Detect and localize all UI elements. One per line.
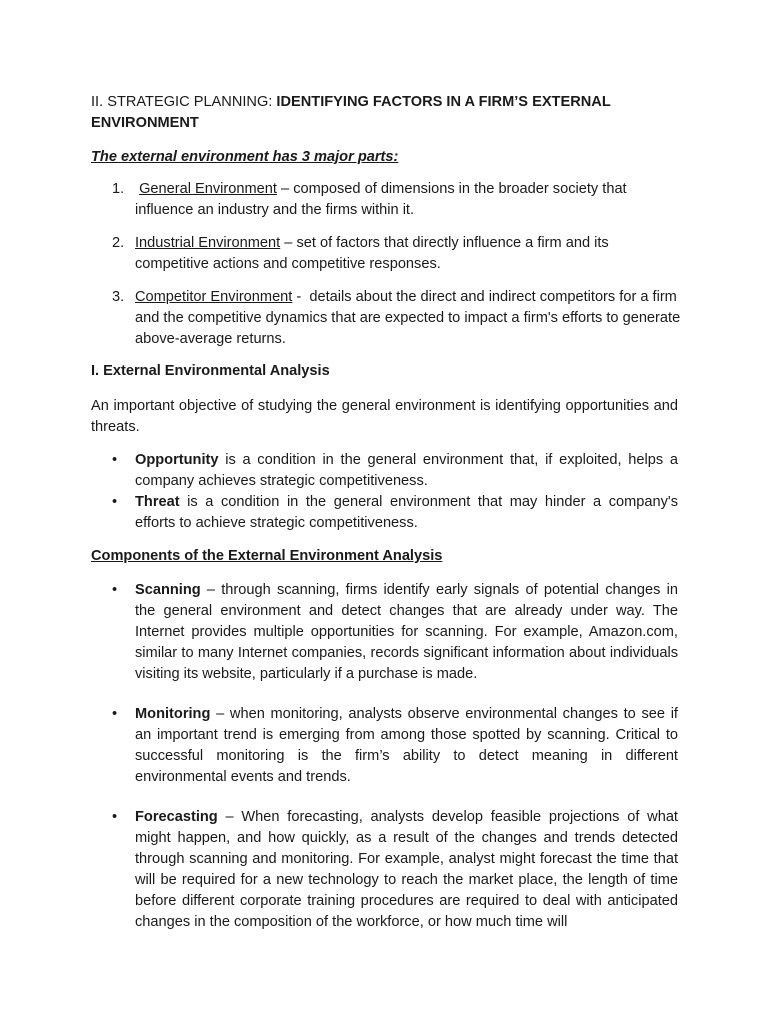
term: Threat — [135, 494, 180, 510]
list-item-body — [135, 287, 681, 350]
bullet-body — [135, 450, 678, 492]
term: Competitor Environment — [135, 289, 293, 305]
bullet-opportunity — [91, 450, 681, 492]
definition: set of factors that directly influence a firm and its competitive actions and competitive responses. — [135, 235, 609, 272]
bullet-scanning — [91, 580, 681, 685]
term: Scanning — [135, 582, 201, 598]
list-item-body — [135, 233, 681, 275]
section-heading-external-analysis: I. External Environmental Analysis — [91, 363, 330, 379]
bullet-icon: • — [112, 582, 118, 598]
bullet-icon: • — [112, 706, 118, 722]
list-number: 1. — [112, 181, 125, 197]
term: Industrial Environment — [135, 235, 281, 251]
list-item-competitor-environment — [91, 287, 681, 350]
bullet-icon: • — [112, 452, 118, 468]
bullet-monitoring — [91, 704, 681, 788]
definition: is a condition in the general environment that, if exploited, helps a company achieves strategic competitiveness. — [135, 452, 678, 489]
intro-paragraph: An important objective of studying the general environment is identifying opportunities and threats. — [91, 398, 678, 435]
definition: details about the direct and indirect competitors for a firm and the competitive dynamics that are expected to impact a firm's efforts to generate above-average returns. — [135, 289, 681, 347]
definition: – When forecasting, analysts develop feasible projections of what might happen, and how quickly, as a result of the changes and trends detected through scanning and monitoring. For example, analyst might forecast the time that will be required for a new technology to reach the market place, the length of time before different corporate training procedures are required to deal with anticipated changes in the composition of the workforce, or how much time will — [135, 809, 678, 930]
bullet-forecasting — [91, 807, 681, 933]
bullet-body — [135, 492, 678, 534]
bullet-body — [135, 704, 678, 788]
term: Monitoring — [135, 706, 211, 722]
list-item-body — [135, 179, 681, 221]
bullet-body — [135, 580, 678, 685]
separator: - — [292, 289, 310, 305]
separator: – — [276, 181, 294, 197]
subheading: The external environment has 3 major parts: — [91, 149, 399, 165]
definition: – when monitoring, analysts observe environmental changes to see if an important trend is emerging from among those spotted by scanning. Critical to successful monitoring is the firm’s ability to detect meaning in different environmental events and trends. — [135, 706, 678, 785]
term: Opportunity — [135, 452, 219, 468]
page-title — [91, 92, 691, 134]
bullet-icon: • — [112, 809, 118, 825]
list-item-general-environment — [91, 179, 681, 221]
definition: – through scanning, firms identify early signals of potential changes in the general environment and detect changes that are already under way. The Internet provides multiple opportunities for scanning. For example, Amazon.com, similar to many Internet companies, records significant information about individuals visiting its website, particularly if a purchase is made. — [135, 582, 678, 682]
bullet-icon: • — [112, 494, 118, 510]
definition: is a condition in the general environment that may hinder a company's efforts to achieve strategic competitiveness. — [135, 494, 678, 531]
section-heading-components: Components of the External Environment Analysis — [91, 548, 443, 564]
list-item-industrial-environment — [91, 233, 681, 275]
definition: composed of dimensions in the broader society that influence an industry and the firms within it. — [135, 181, 627, 218]
term: General Environment — [139, 181, 277, 197]
title-bold: IDENTIFYING FACTORS IN A FIRM’S EXTERNAL ENVIRONMENT — [91, 94, 611, 131]
term: Forecasting — [135, 809, 218, 825]
list-number: 2. — [112, 235, 125, 251]
list-number: 3. — [112, 289, 125, 305]
bullet-threat — [91, 492, 681, 534]
separator: – — [280, 235, 297, 251]
title-prefix: II. STRATEGIC PLANNING: — [91, 94, 277, 110]
bullet-body — [135, 807, 678, 933]
